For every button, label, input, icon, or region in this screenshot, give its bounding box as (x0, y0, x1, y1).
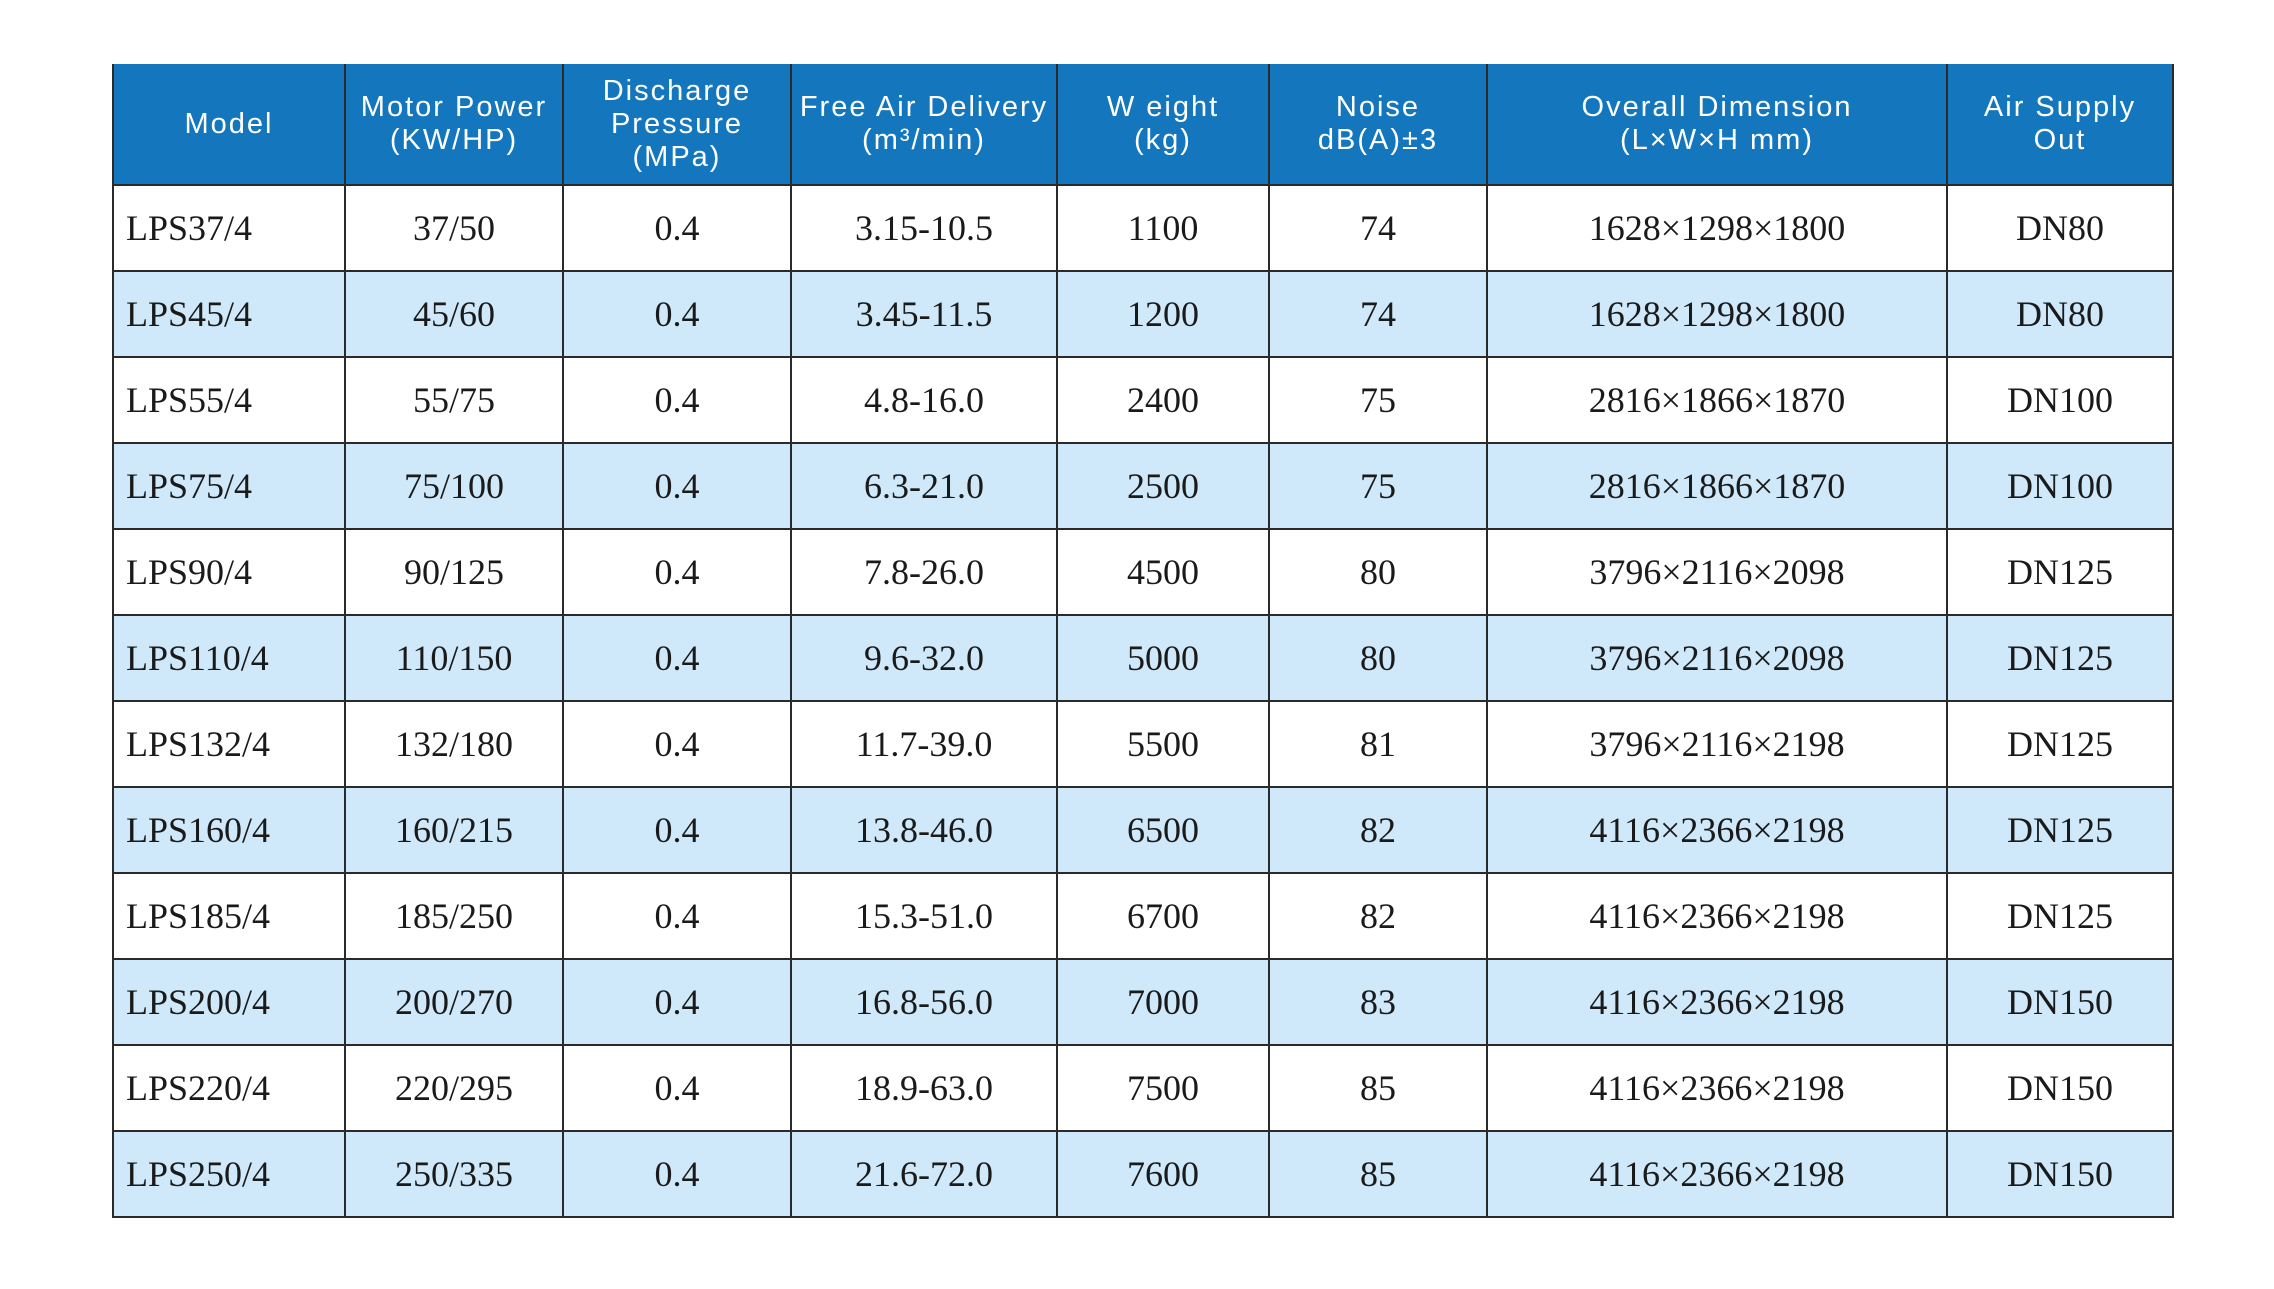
cell-motor-power: 75/100 (345, 443, 563, 529)
header-noise (1269, 64, 1487, 185)
header-weight-line: (kg) (1134, 124, 1192, 156)
cell-overall-dimension: 2816×1866×1870 (1487, 357, 1947, 443)
cell-air-supply-out: DN125 (1947, 615, 2173, 701)
cell-air-supply-out: DN100 (1947, 443, 2173, 529)
cell-noise: 80 (1269, 615, 1487, 701)
cell-motor-power: 200/270 (345, 959, 563, 1045)
header-noise-line: dB(A)±3 (1317, 124, 1439, 156)
cell-model: LPS250/4 (113, 1131, 345, 1217)
header-discharge-pressure (563, 64, 791, 185)
cell-model: LPS160/4 (113, 787, 345, 873)
cell-noise: 75 (1269, 357, 1487, 443)
cell-free-air-delivery: 9.6-32.0 (791, 615, 1057, 701)
header-air-supply-out-line: Air Supply (1983, 91, 2137, 123)
cell-free-air-delivery: 13.8-46.0 (791, 787, 1057, 873)
cell-weight: 1100 (1057, 185, 1269, 271)
cell-motor-power: 55/75 (345, 357, 563, 443)
cell-air-supply-out: DN80 (1947, 271, 2173, 357)
table-body (113, 185, 2173, 1217)
table-row (113, 787, 2173, 873)
cell-motor-power: 90/125 (345, 529, 563, 615)
header-weight-line: W eight (1106, 91, 1220, 123)
cell-model: LPS185/4 (113, 873, 345, 959)
cell-model: LPS45/4 (113, 271, 345, 357)
cell-model: LPS90/4 (113, 529, 345, 615)
header-motor-power-line: (KW/HP) (389, 124, 519, 156)
cell-air-supply-out: DN150 (1947, 1131, 2173, 1217)
table-row (113, 185, 2173, 271)
cell-discharge-pressure: 0.4 (563, 701, 791, 787)
cell-weight: 7600 (1057, 1131, 1269, 1217)
table-row (113, 615, 2173, 701)
cell-discharge-pressure: 0.4 (563, 357, 791, 443)
cell-free-air-delivery: 3.45-11.5 (791, 271, 1057, 357)
table-row (113, 271, 2173, 357)
cell-model: LPS132/4 (113, 701, 345, 787)
header-model (113, 64, 345, 185)
header-free-air-delivery (791, 64, 1057, 185)
cell-overall-dimension: 1628×1298×1800 (1487, 185, 1947, 271)
cell-free-air-delivery: 18.9-63.0 (791, 1045, 1057, 1131)
header-discharge-pressure-line: (MPa) (632, 140, 722, 173)
cell-air-supply-out: DN125 (1947, 529, 2173, 615)
cell-air-supply-out: DN125 (1947, 873, 2173, 959)
cell-motor-power: 45/60 (345, 271, 563, 357)
cell-noise: 83 (1269, 959, 1487, 1045)
cell-weight: 1200 (1057, 271, 1269, 357)
cell-noise: 85 (1269, 1131, 1487, 1217)
cell-model: LPS37/4 (113, 185, 345, 271)
cell-motor-power: 250/335 (345, 1131, 563, 1217)
header-overall-dimension-line: (L×W×H mm) (1620, 124, 1814, 156)
cell-overall-dimension: 3796×2116×2098 (1487, 529, 1947, 615)
cell-discharge-pressure: 0.4 (563, 1045, 791, 1131)
cell-overall-dimension: 1628×1298×1800 (1487, 271, 1947, 357)
header-air-supply-out (1947, 64, 2173, 185)
header-model-line: Model (184, 107, 274, 140)
header-free-air-delivery-line: (m³/min) (862, 124, 986, 156)
cell-model: LPS55/4 (113, 357, 345, 443)
cell-motor-power: 185/250 (345, 873, 563, 959)
cell-weight: 5000 (1057, 615, 1269, 701)
table-row (113, 1045, 2173, 1131)
header-motor-power (345, 64, 563, 185)
cell-noise: 75 (1269, 443, 1487, 529)
spec-table (112, 64, 2174, 1218)
table-row (113, 529, 2173, 615)
cell-weight: 7500 (1057, 1045, 1269, 1131)
cell-air-supply-out: DN125 (1947, 787, 2173, 873)
header-weight (1057, 64, 1269, 185)
cell-motor-power: 37/50 (345, 185, 563, 271)
table-header (113, 64, 2173, 185)
cell-discharge-pressure: 0.4 (563, 443, 791, 529)
cell-motor-power: 132/180 (345, 701, 563, 787)
cell-weight: 2500 (1057, 443, 1269, 529)
cell-air-supply-out: DN80 (1947, 185, 2173, 271)
cell-overall-dimension: 3796×2116×2098 (1487, 615, 1947, 701)
header-discharge-pressure-line: Pressure (610, 107, 744, 140)
cell-free-air-delivery: 15.3-51.0 (791, 873, 1057, 959)
cell-noise: 80 (1269, 529, 1487, 615)
header-overall-dimension-line: Overall Dimension (1581, 91, 1853, 123)
table-row (113, 443, 2173, 529)
cell-free-air-delivery: 11.7-39.0 (791, 701, 1057, 787)
cell-free-air-delivery: 21.6-72.0 (791, 1131, 1057, 1217)
cell-motor-power: 160/215 (345, 787, 563, 873)
cell-overall-dimension: 4116×2366×2198 (1487, 787, 1947, 873)
cell-overall-dimension: 4116×2366×2198 (1487, 1045, 1947, 1131)
table-row (113, 701, 2173, 787)
cell-air-supply-out: DN100 (1947, 357, 2173, 443)
cell-air-supply-out: DN125 (1947, 701, 2173, 787)
cell-weight: 6700 (1057, 873, 1269, 959)
cell-discharge-pressure: 0.4 (563, 873, 791, 959)
cell-motor-power: 110/150 (345, 615, 563, 701)
cell-discharge-pressure: 0.4 (563, 615, 791, 701)
spec-table-container (112, 64, 2172, 1218)
cell-weight: 5500 (1057, 701, 1269, 787)
table-row (113, 873, 2173, 959)
cell-discharge-pressure: 0.4 (563, 959, 791, 1045)
cell-noise: 81 (1269, 701, 1487, 787)
header-overall-dimension (1487, 64, 1947, 185)
cell-overall-dimension: 2816×1866×1870 (1487, 443, 1947, 529)
cell-overall-dimension: 4116×2366×2198 (1487, 1131, 1947, 1217)
header-motor-power-line: Motor Power (360, 91, 548, 123)
cell-discharge-pressure: 0.4 (563, 529, 791, 615)
cell-discharge-pressure: 0.4 (563, 1131, 791, 1217)
cell-free-air-delivery: 16.8-56.0 (791, 959, 1057, 1045)
cell-free-air-delivery: 7.8-26.0 (791, 529, 1057, 615)
cell-overall-dimension: 4116×2366×2198 (1487, 959, 1947, 1045)
cell-model: LPS220/4 (113, 1045, 345, 1131)
cell-free-air-delivery: 3.15-10.5 (791, 185, 1057, 271)
cell-model: LPS75/4 (113, 443, 345, 529)
table-row (113, 357, 2173, 443)
table-row (113, 1131, 2173, 1217)
header-discharge-pressure-line: Discharge (602, 74, 752, 107)
header-free-air-delivery-line: Free Air Delivery (799, 91, 1049, 123)
cell-motor-power: 220/295 (345, 1045, 563, 1131)
cell-air-supply-out: DN150 (1947, 959, 2173, 1045)
header-row (113, 64, 2173, 185)
cell-noise: 74 (1269, 271, 1487, 357)
cell-weight: 2400 (1057, 357, 1269, 443)
cell-noise: 82 (1269, 787, 1487, 873)
cell-discharge-pressure: 0.4 (563, 185, 791, 271)
cell-free-air-delivery: 4.8-16.0 (791, 357, 1057, 443)
cell-noise: 85 (1269, 1045, 1487, 1131)
table-row (113, 959, 2173, 1045)
cell-model: LPS110/4 (113, 615, 345, 701)
cell-overall-dimension: 4116×2366×2198 (1487, 873, 1947, 959)
cell-weight: 4500 (1057, 529, 1269, 615)
cell-discharge-pressure: 0.4 (563, 271, 791, 357)
cell-discharge-pressure: 0.4 (563, 787, 791, 873)
cell-free-air-delivery: 6.3-21.0 (791, 443, 1057, 529)
cell-weight: 7000 (1057, 959, 1269, 1045)
cell-overall-dimension: 3796×2116×2198 (1487, 701, 1947, 787)
header-air-supply-out-line: Out (2033, 124, 2087, 156)
cell-air-supply-out: DN150 (1947, 1045, 2173, 1131)
cell-model: LPS200/4 (113, 959, 345, 1045)
header-noise-line: Noise (1335, 91, 1421, 123)
cell-noise: 74 (1269, 185, 1487, 271)
cell-noise: 82 (1269, 873, 1487, 959)
cell-weight: 6500 (1057, 787, 1269, 873)
